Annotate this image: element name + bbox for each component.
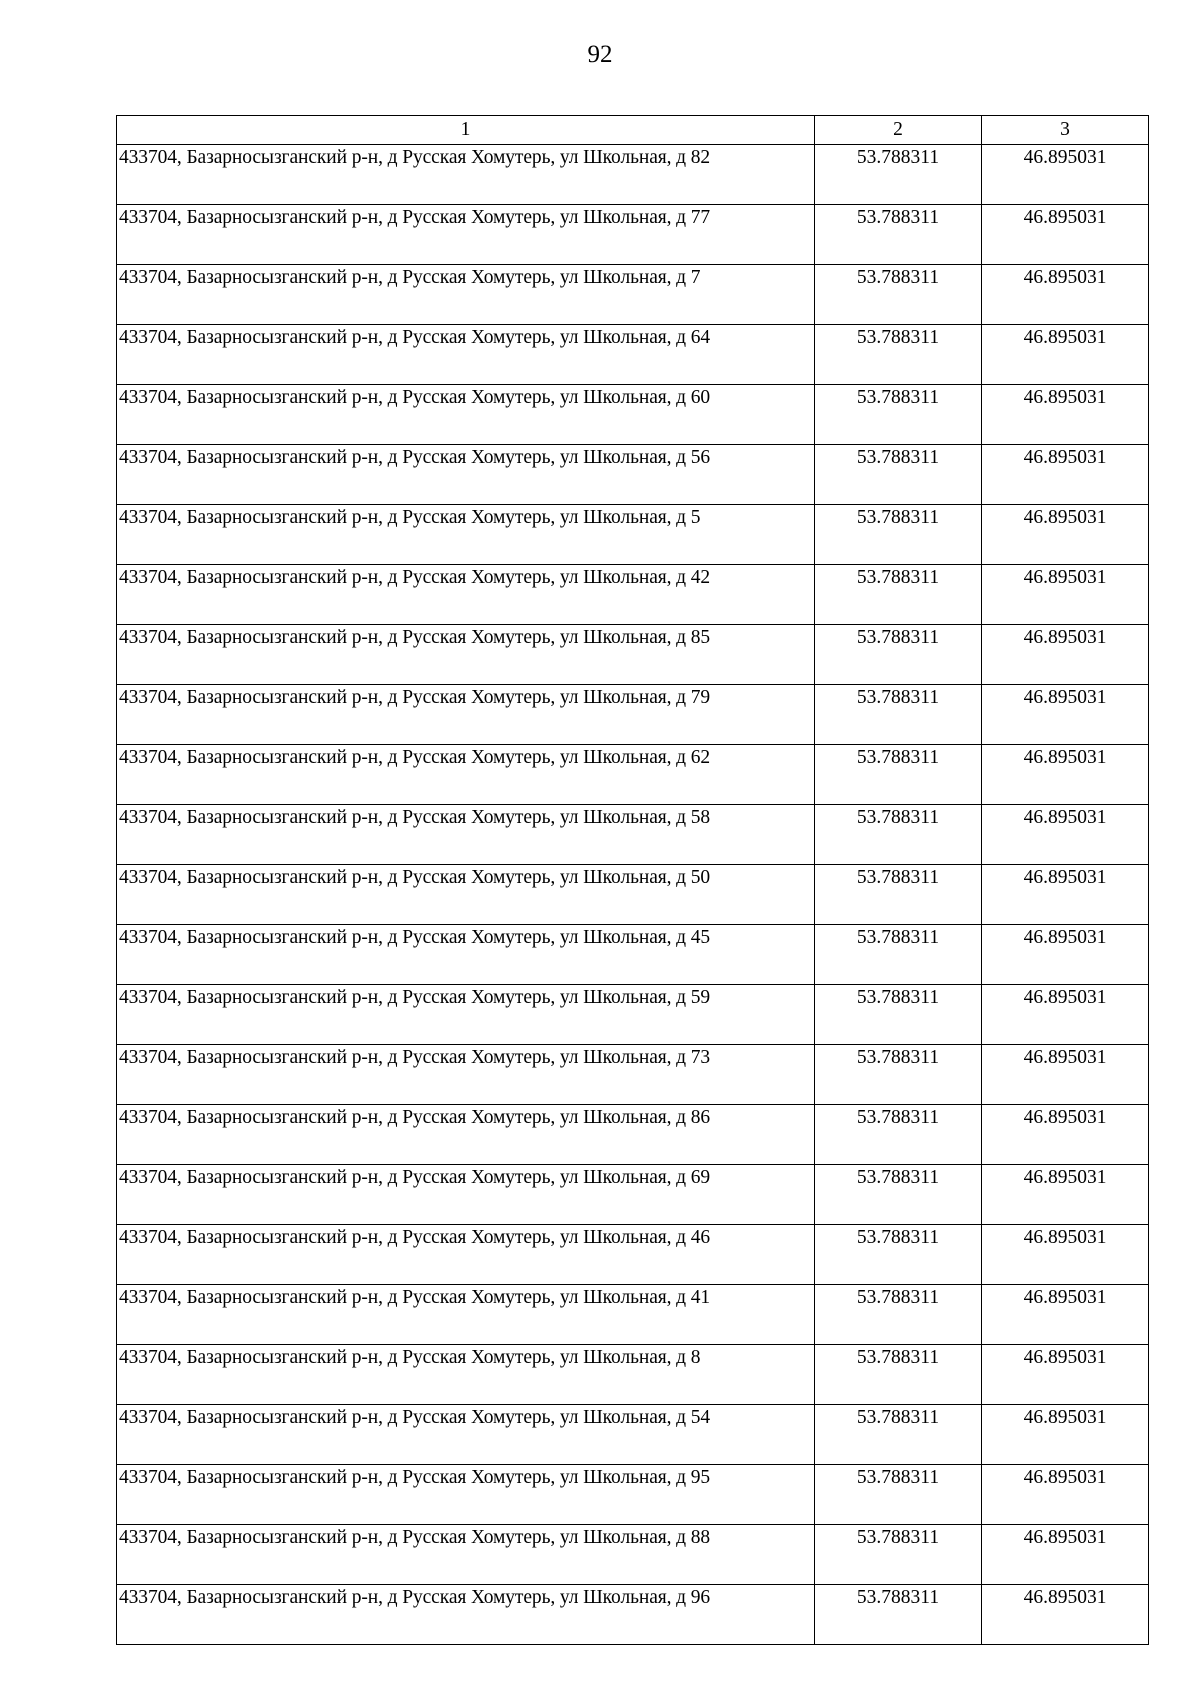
latitude-cell: 53.788311: [815, 205, 982, 265]
latitude-cell: 53.788311: [815, 1225, 982, 1285]
table-row: [117, 205, 1149, 265]
latitude-cell: 53.788311: [815, 1345, 982, 1405]
latitude-cell: 53.788311: [815, 325, 982, 385]
latitude-cell: 53.788311: [815, 925, 982, 985]
longitude-cell: 46.895031: [982, 145, 1149, 205]
latitude-cell: 53.788311: [815, 685, 982, 745]
latitude-cell: 53.788311: [815, 1585, 982, 1645]
address-cell: 433704, Базарносызганский р-н, д Русская Хомутерь, ул Школьная, д 88: [117, 1525, 815, 1585]
address-cell: 433704, Базарносызганский р-н, д Русская Хомутерь, ул Школьная, д 77: [117, 205, 815, 265]
latitude-cell: 53.788311: [815, 1525, 982, 1585]
address-cell: 433704, Базарносызганский р-н, д Русская Хомутерь, ул Школьная, д 73: [117, 1045, 815, 1105]
latitude-cell: 53.788311: [815, 985, 982, 1045]
table-row: [117, 1525, 1149, 1585]
column-header-1: 1: [117, 116, 815, 145]
longitude-cell: 46.895031: [982, 1165, 1149, 1225]
column-header-3: 3: [982, 116, 1149, 145]
longitude-cell: 46.895031: [982, 505, 1149, 565]
latitude-cell: 53.788311: [815, 505, 982, 565]
address-cell: 433704, Базарносызганский р-н, д Русская Хомутерь, ул Школьная, д 59: [117, 985, 815, 1045]
longitude-cell: 46.895031: [982, 1405, 1149, 1465]
longitude-cell: 46.895031: [982, 1105, 1149, 1165]
longitude-cell: 46.895031: [982, 1345, 1149, 1405]
longitude-cell: 46.895031: [982, 1585, 1149, 1645]
latitude-cell: 53.788311: [815, 1045, 982, 1105]
table-row: [117, 865, 1149, 925]
latitude-cell: 53.788311: [815, 1105, 982, 1165]
table-row: [117, 1165, 1149, 1225]
table-row: [117, 1045, 1149, 1105]
column-header-2: 2: [815, 116, 982, 145]
table-row: [117, 925, 1149, 985]
longitude-cell: 46.895031: [982, 385, 1149, 445]
longitude-cell: 46.895031: [982, 925, 1149, 985]
longitude-cell: 46.895031: [982, 1285, 1149, 1345]
table-row: [117, 505, 1149, 565]
longitude-cell: 46.895031: [982, 445, 1149, 505]
address-cell: 433704, Базарносызганский р-н, д Русская Хомутерь, ул Школьная, д 96: [117, 1585, 815, 1645]
table-row: [117, 325, 1149, 385]
table-row: [117, 385, 1149, 445]
address-cell: 433704, Базарносызганский р-н, д Русская Хомутерь, ул Школьная, д 85: [117, 625, 815, 685]
longitude-cell: 46.895031: [982, 805, 1149, 865]
longitude-cell: 46.895031: [982, 1045, 1149, 1105]
table-row: [117, 1405, 1149, 1465]
table-row: [117, 445, 1149, 505]
address-cell: 433704, Базарносызганский р-н, д Русская Хомутерь, ул Школьная, д 69: [117, 1165, 815, 1225]
table-header: [117, 116, 1149, 145]
table-row: [117, 1225, 1149, 1285]
address-cell: 433704, Базарносызганский р-н, д Русская Хомутерь, ул Школьная, д 8: [117, 1345, 815, 1405]
header-row: [117, 116, 1149, 145]
address-cell: 433704, Базарносызганский р-н, д Русская Хомутерь, ул Школьная, д 64: [117, 325, 815, 385]
address-cell: 433704, Базарносызганский р-н, д Русская Хомутерь, ул Школьная, д 79: [117, 685, 815, 745]
longitude-cell: 46.895031: [982, 265, 1149, 325]
latitude-cell: 53.788311: [815, 445, 982, 505]
address-cell: 433704, Базарносызганский р-н, д Русская Хомутерь, ул Школьная, д 41: [117, 1285, 815, 1345]
table-row: [117, 565, 1149, 625]
address-cell: 433704, Базарносызганский р-н, д Русская Хомутерь, ул Школьная, д 54: [117, 1405, 815, 1465]
table-row: [117, 1345, 1149, 1405]
latitude-cell: 53.788311: [815, 745, 982, 805]
latitude-cell: 53.788311: [815, 1465, 982, 1525]
longitude-cell: 46.895031: [982, 1225, 1149, 1285]
latitude-cell: 53.788311: [815, 625, 982, 685]
latitude-cell: 53.788311: [815, 145, 982, 205]
table-row: [117, 745, 1149, 805]
address-cell: 433704, Базарносызганский р-н, д Русская Хомутерь, ул Школьная, д 60: [117, 385, 815, 445]
table-row: [117, 805, 1149, 865]
address-table: [116, 115, 1149, 1645]
longitude-cell: 46.895031: [982, 865, 1149, 925]
latitude-cell: 53.788311: [815, 265, 982, 325]
table-row: [117, 1465, 1149, 1525]
longitude-cell: 46.895031: [982, 565, 1149, 625]
address-cell: 433704, Базарносызганский р-н, д Русская Хомутерь, ул Школьная, д 42: [117, 565, 815, 625]
address-cell: 433704, Базарносызганский р-н, д Русская Хомутерь, ул Школьная, д 58: [117, 805, 815, 865]
latitude-cell: 53.788311: [815, 805, 982, 865]
address-cell: 433704, Базарносызганский р-н, д Русская Хомутерь, ул Школьная, д 7: [117, 265, 815, 325]
address-cell: 433704, Базарносызганский р-н, д Русская Хомутерь, ул Школьная, д 45: [117, 925, 815, 985]
table-row: [117, 625, 1149, 685]
latitude-cell: 53.788311: [815, 385, 982, 445]
longitude-cell: 46.895031: [982, 205, 1149, 265]
page-number: 92: [587, 41, 613, 68]
latitude-cell: 53.788311: [815, 1405, 982, 1465]
address-cell: 433704, Базарносызганский р-н, д Русская Хомутерь, ул Школьная, д 46: [117, 1225, 815, 1285]
table-row: [117, 145, 1149, 205]
longitude-cell: 46.895031: [982, 985, 1149, 1045]
latitude-cell: 53.788311: [815, 1285, 982, 1345]
address-cell: 433704, Базарносызганский р-н, д Русская Хомутерь, ул Школьная, д 86: [117, 1105, 815, 1165]
longitude-cell: 46.895031: [982, 325, 1149, 385]
table-row: [117, 985, 1149, 1045]
table-body: [117, 145, 1149, 1645]
longitude-cell: 46.895031: [982, 685, 1149, 745]
longitude-cell: 46.895031: [982, 745, 1149, 805]
address-cell: 433704, Базарносызганский р-н, д Русская Хомутерь, ул Школьная, д 56: [117, 445, 815, 505]
address-cell: 433704, Базарносызганский р-н, д Русская Хомутерь, ул Школьная, д 82: [117, 145, 815, 205]
longitude-cell: 46.895031: [982, 625, 1149, 685]
address-cell: 433704, Базарносызганский р-н, д Русская Хомутерь, ул Школьная, д 62: [117, 745, 815, 805]
longitude-cell: 46.895031: [982, 1525, 1149, 1585]
address-cell: 433704, Базарносызганский р-н, д Русская Хомутерь, ул Школьная, д 95: [117, 1465, 815, 1525]
table-row: [117, 1285, 1149, 1345]
table-row: [117, 685, 1149, 745]
table-row: [117, 265, 1149, 325]
table-row: [117, 1105, 1149, 1165]
latitude-cell: 53.788311: [815, 1165, 982, 1225]
table-row: [117, 1585, 1149, 1645]
address-cell: 433704, Базарносызганский р-н, д Русская Хомутерь, ул Школьная, д 5: [117, 505, 815, 565]
latitude-cell: 53.788311: [815, 565, 982, 625]
longitude-cell: 46.895031: [982, 1465, 1149, 1525]
latitude-cell: 53.788311: [815, 865, 982, 925]
address-cell: 433704, Базарносызганский р-н, д Русская Хомутерь, ул Школьная, д 50: [117, 865, 815, 925]
